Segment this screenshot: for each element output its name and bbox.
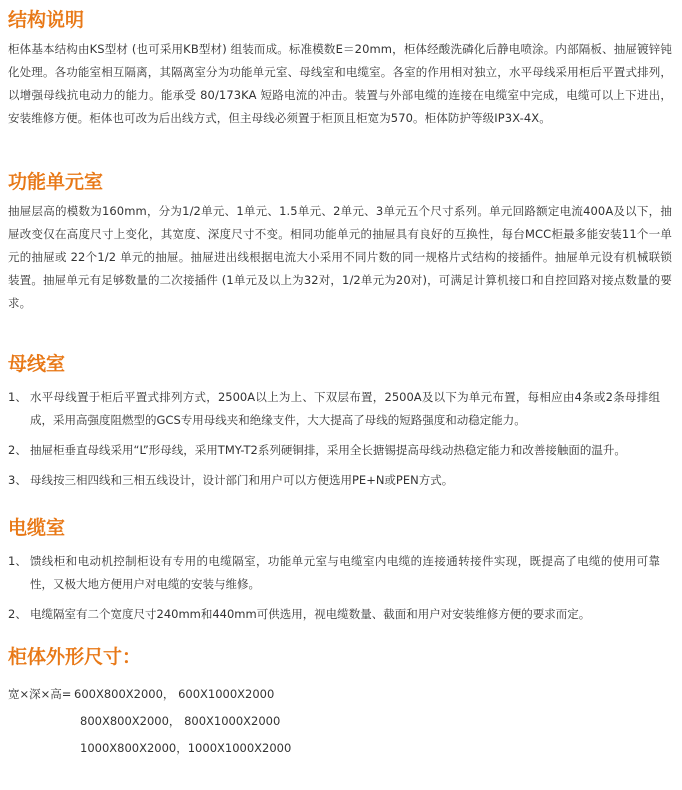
list-text: 电缆隔室有二个宽度尺寸240mm和440mm可供选用，视电缆数量、截面和用户对安装维修方便的要求而定。 xyxy=(30,607,591,621)
list-text: 母线按三相四线和三相五线设计，设计部门和用户可以方便选用PE+N或PEN方式。 xyxy=(30,473,454,487)
dimensions-heading: 柜体外形尺寸： xyxy=(8,646,142,668)
list-text: 抽屉柜垂直母线采用“L”形母线，采用TMY-T2系列硬铜排，采用全长搪锡提高母线动热稳定能力和改善接触面的温升。 xyxy=(30,443,626,457)
dimensions-value: 600X800X2000， 600X1000X2000 xyxy=(74,687,275,701)
dimensions-table xyxy=(0,681,682,762)
dimensions-row xyxy=(0,708,682,735)
list-number: 3、 xyxy=(8,473,27,487)
dimensions-value: 800X800X2000， 800X1000X2000 xyxy=(80,714,281,728)
function-unit-heading: 功能单元室 xyxy=(8,171,104,193)
list-number: 1、 xyxy=(8,554,27,568)
list-number: 2、 xyxy=(8,443,27,457)
cable-heading: 电缆室 xyxy=(8,517,66,539)
function-unit-section xyxy=(0,170,682,315)
busbar-item-2 xyxy=(0,439,682,462)
dimensions-label: 宽×深×高= xyxy=(8,687,72,701)
structure-paragraph: 柜体基本结构由KS型材 (也可采用KB型材) 组装而成。标准模数E＝20mm，柜体经酸洗磷化后静电喷涂。内部隔板、抽屉镀锌钝化处理。各功能室相互隔离，其隔离室分为功能单元室、母线室和电缆室。各室的作用相对独立，水平母线采用柜后平置式排列，以增强母线抗电动力的能力。能承受 80/173KA 短路电流的冲击。装置与外部电缆的连接在电缆室中完成，电缆可以上下进出，安装维修方便。柜体也可改为后出线方式，但主母线必须置于柜顶且柜宽为570。柜体防护等级IP3X-4X。 xyxy=(8,42,672,125)
cable-item-2 xyxy=(0,603,682,626)
busbar-section xyxy=(0,352,682,492)
list-number: 2、 xyxy=(8,607,27,621)
cable-section xyxy=(0,516,682,626)
dimensions-section xyxy=(0,645,682,762)
busbar-heading: 母线室 xyxy=(8,353,66,375)
dimensions-row xyxy=(0,681,682,708)
function-unit-paragraph: 抽屉层高的模数为160mm，分为1/2单元、1单元、1.5单元、2单元、3单元五个尺寸系列。单元回路额定电流400A及以下，抽屉改变仅在高度尺寸上变化，其宽度、深度尺寸不变。相同功能单元的抽屉具有良好的互换性，每台MCC柜最多能安装11个一单元的抽屉或 22个1/2 单元的抽屉。抽屉进出线根据电流大小采用不同片数的同一规格片式结构的接插件。抽屉单元设有机械联锁装置。抽屉单元有足够数量的二次接插件 (1单元及以上为32对，1/2单元为20对)，可满足计算机接口和自控回路对接点数量的要求。 xyxy=(8,204,672,310)
cable-list xyxy=(0,550,682,626)
structure-heading: 结构说明 xyxy=(8,9,85,31)
structure-section xyxy=(0,8,682,130)
dimensions-value: 1000X800X2000，1000X1000X2000 xyxy=(80,741,292,755)
busbar-list xyxy=(0,386,682,492)
busbar-item-3 xyxy=(0,469,682,492)
cable-item-1 xyxy=(0,550,682,596)
busbar-item-1 xyxy=(0,386,682,432)
dimensions-row xyxy=(0,735,682,762)
list-text: 水平母线置于柜后平置式排列方式，2500A以上为上、下双层布置，2500A及以下为单元布置，每相应由4条或2条母排组成，采用高强度阻燃型的GCS专用母线夹和绝缘支件，大大提高了母线的短路强度和动稳定能力。 xyxy=(30,390,660,427)
list-number: 1、 xyxy=(8,390,27,404)
list-text: 馈线柜和电动机控制柜设有专用的电缆隔室，功能单元室与电缆室内电缆的连接通转接件实现，既提高了电缆的使用可靠性，又极大地方便用户对电缆的安装与维修。 xyxy=(30,554,660,591)
